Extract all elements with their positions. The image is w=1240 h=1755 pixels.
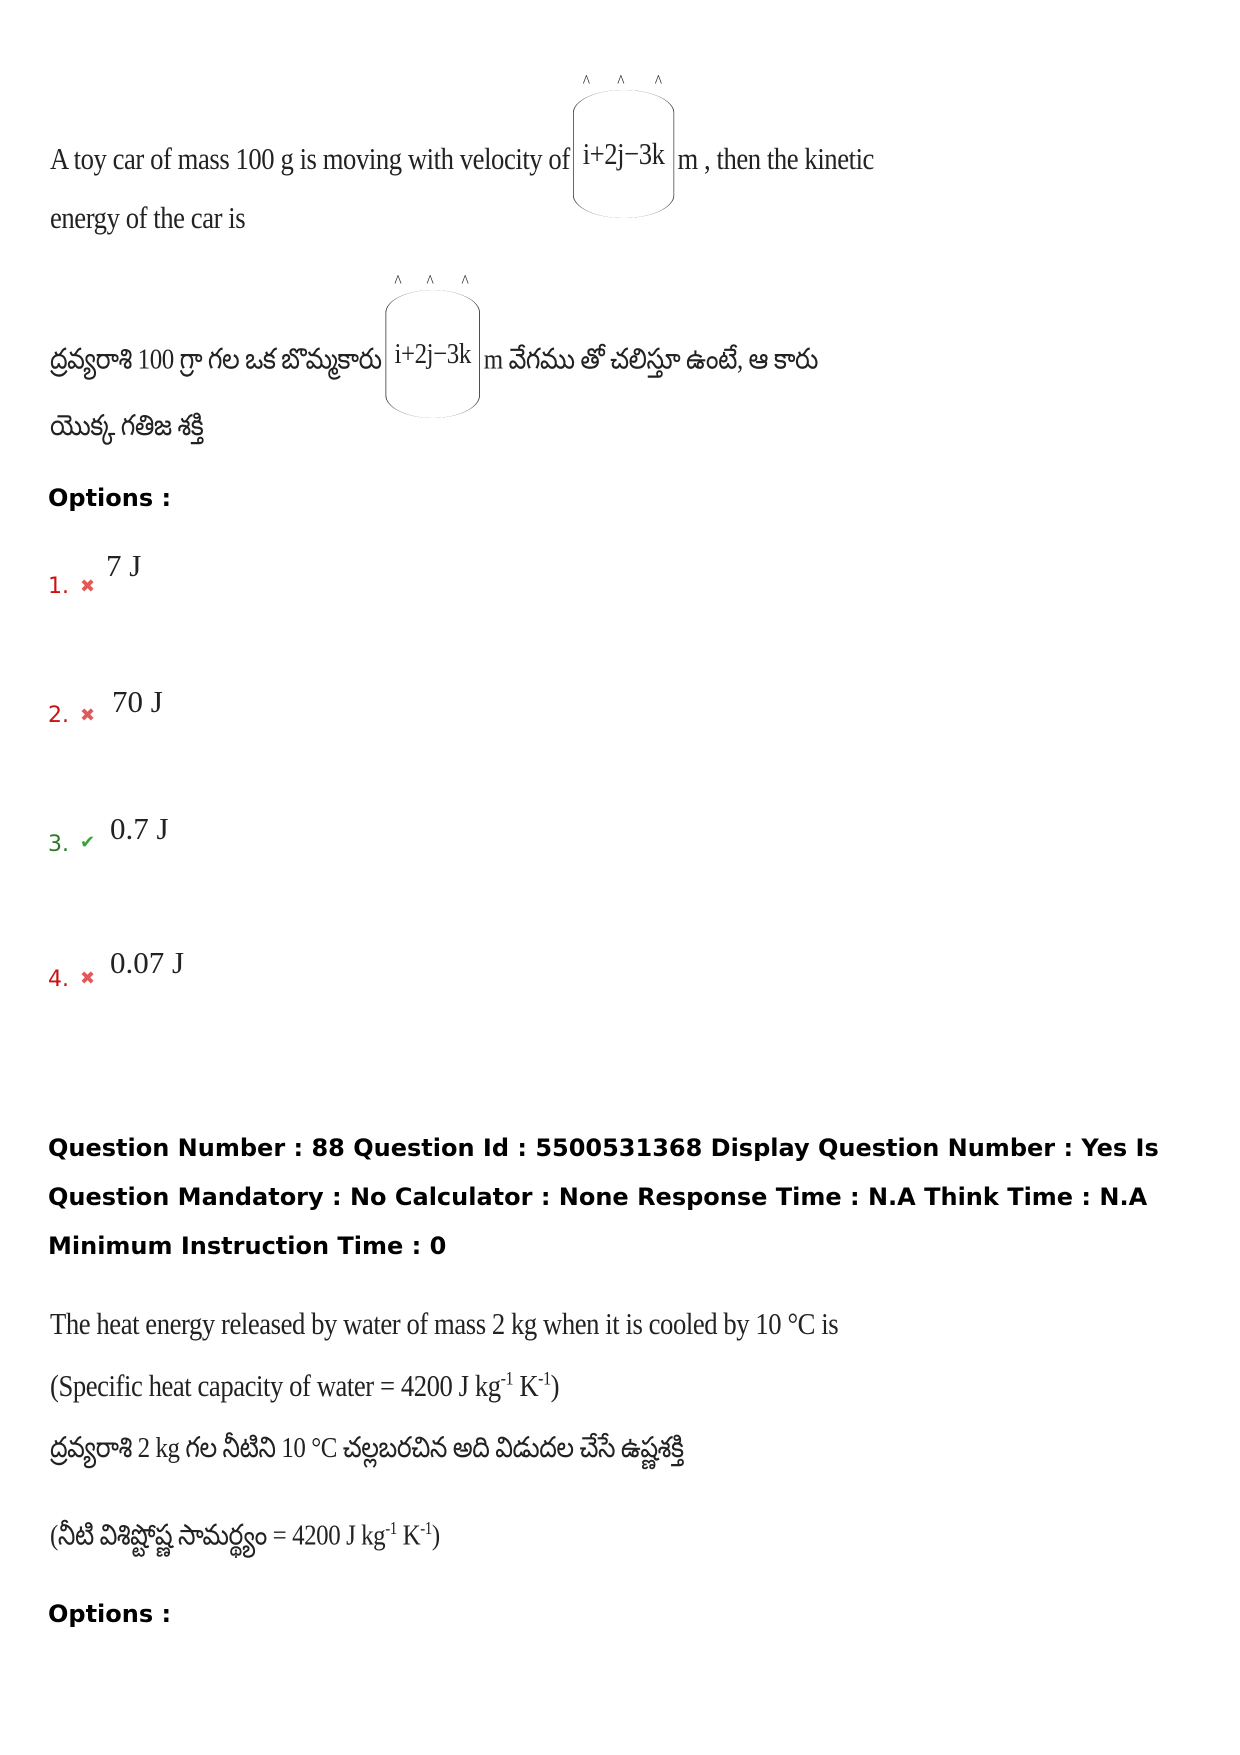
- specific-heat-te-prefix: (నీటి విశిష్టోష్ణ సామర్థ్యం = 4200 J kg: [50, 1519, 386, 1552]
- exponent: -1: [500, 1368, 514, 1390]
- option-2-number: 2.: [48, 703, 69, 728]
- exponent: -1: [385, 1518, 397, 1538]
- option-4-value: 0.07 J: [110, 945, 185, 980]
- option-1-number: 1.: [48, 574, 69, 599]
- question-1-text-en-line-2: energy of the car is: [50, 200, 246, 235]
- question-1-te-prefix: ద్రవ్యరాశి 100 గ్రా గల ఒక బొమ్మకారు: [50, 343, 382, 376]
- velocity-vector-te: [385, 290, 480, 418]
- unit-k: K: [513, 1368, 539, 1403]
- unit-vector-k-te: ^ k: [459, 290, 471, 418]
- close-paren: ): [550, 1368, 560, 1403]
- unit-vector-i-te: ^ i: [394, 290, 401, 418]
- question-1-text-te-line-1: [50, 298, 818, 426]
- option-2-value: 70 J: [112, 684, 163, 719]
- unit-vector-j: ^ j: [617, 90, 624, 218]
- question-1-te-suffix: m వేగము తో చలిస్తూ ఉంటే, ఆ కారు: [483, 343, 819, 376]
- question-1-suffix: m , then the kinetic: [677, 141, 874, 177]
- close-paren: ): [431, 1519, 440, 1552]
- question-2-text-te-line-1: ద్రవ్యరాశి 2 kg గల నీటిని 10 °C చల్లబరచిన అది విడుదల చేసే ఉష్ణశక్తి: [50, 1432, 684, 1464]
- options-label: Options :: [48, 1600, 172, 1628]
- question-2-text-en-line-1: The heat energy released by water of mass 2 kg when it is cooled by 10 °C is: [50, 1306, 839, 1341]
- option-3-number: 3.: [48, 832, 69, 857]
- vector-minus-3-te: −3: [433, 338, 459, 370]
- exponent: -1: [420, 1518, 432, 1538]
- option-1-value: 7 J: [106, 548, 142, 583]
- unit-k: K: [396, 1519, 421, 1552]
- unit-vector-j-te: ^ j: [427, 290, 434, 418]
- vector-plus-2-te: +2: [400, 338, 427, 370]
- option-4-number: 4.: [48, 967, 69, 992]
- question-1-prefix: A toy car of mass 100 g is moving with velocity of: [50, 141, 570, 177]
- wrong-cross-icon: ✖: [80, 576, 96, 597]
- correct-check-icon: ✔: [80, 832, 96, 853]
- exponent: -1: [538, 1368, 551, 1390]
- unit-vector-k: ^ k: [652, 90, 665, 218]
- option-3-value: 0.7 J: [110, 811, 169, 846]
- specific-heat-prefix: (Specific heat capacity of water = 4200 J kg: [50, 1368, 501, 1403]
- question-2-text-en-line-2: [50, 1368, 559, 1404]
- wrong-cross-icon: ✖: [80, 705, 96, 726]
- vector-minus-3: −3: [624, 136, 652, 171]
- question-1-text-te-line-2: యొక్క గతిజ శక్తి: [50, 410, 204, 442]
- question-2-meta: Question Number : 88 Question Id : 5500531368 Display Question Number : Yes Is Question Mandatory : No Calculator : None Response Time : N.A Think Time : N.A Minimum Instruction Time : 0: [48, 1134, 1159, 1260]
- wrong-cross-icon: ✖: [80, 968, 96, 989]
- question-2-text-te-line-2: [50, 1518, 440, 1560]
- velocity-vector: [573, 90, 674, 218]
- vector-plus-2: +2: [589, 136, 618, 171]
- options-label: Options :: [48, 484, 172, 512]
- unit-vector-i: ^ i: [583, 90, 590, 218]
